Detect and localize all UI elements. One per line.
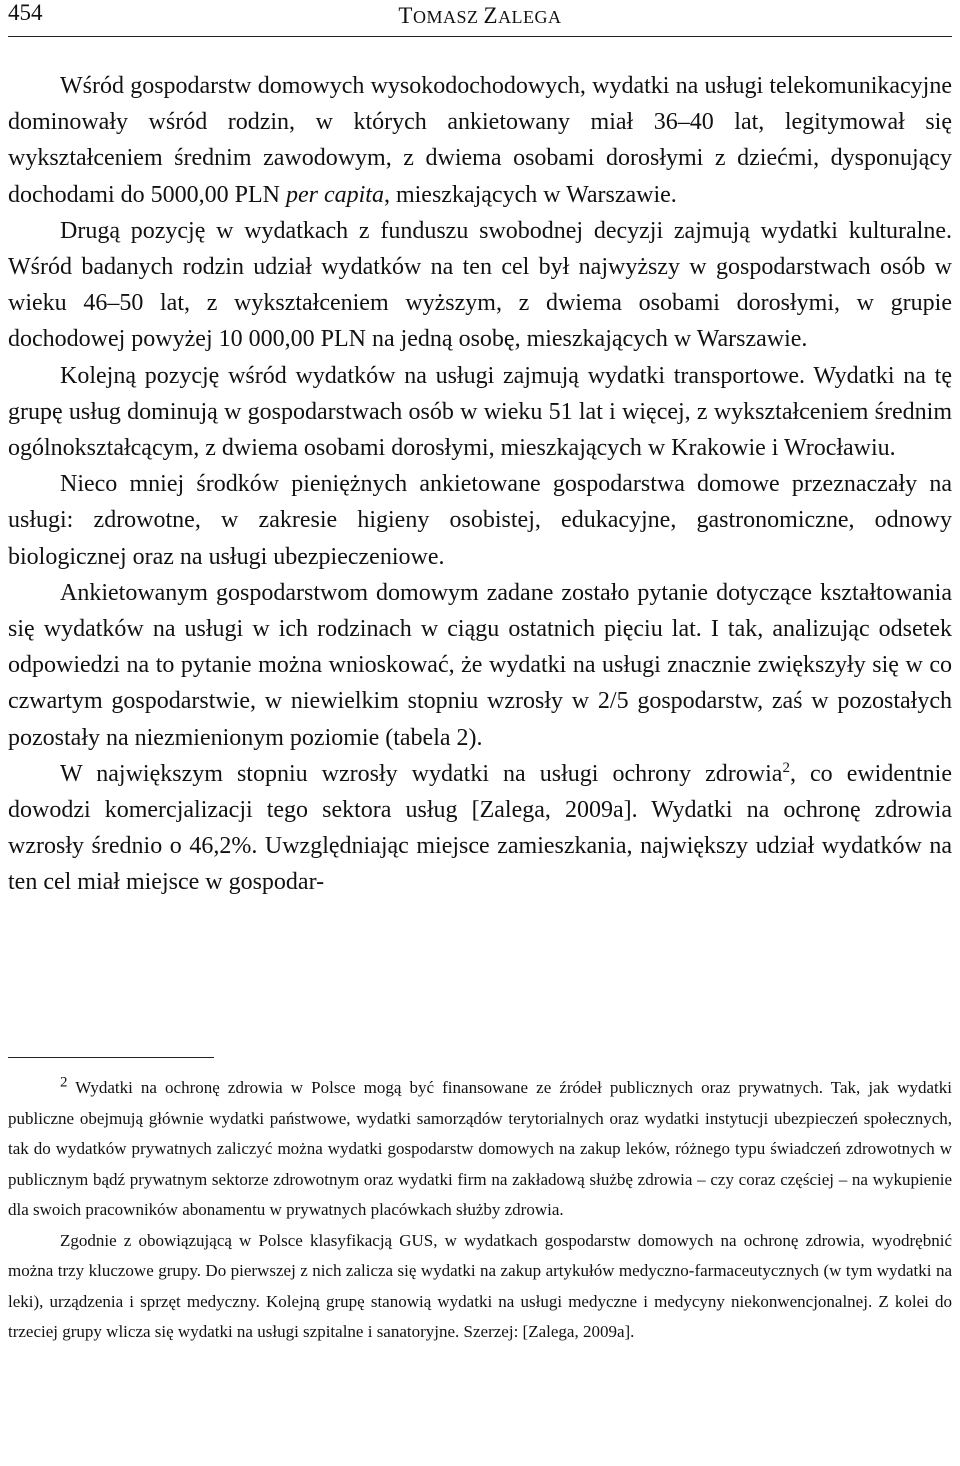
running-head-author — [8, 3, 952, 29]
footnote-divider — [8, 1057, 214, 1058]
footnote-text-1: Wydatki na ochronę zdrowia w Polsce mogą być finansowane ze źródeł publicznych oraz prywatnych. Tak, jak wydatki publiczne obejmują głównie wydatki państwowe, wydatki samorządów terytorialnych oraz wydatki instytucji ubezpieczeń społecznych, tak do wydatków prywatnych zaliczyć można wydatki gospodarstw domowych na zakup leków, różnego typu świadczeń zdrowotnych w publicznym bądź prywatnym sektorze zdrowotnym oraz wydatki firm na zakładową służbę zdrowia – czy coraz częściej – na wykupienie dla swoich pracowników abonamentu w prywatnych placówkach służby zdrowia. — [8, 1078, 952, 1219]
footnotes — [8, 1073, 952, 1348]
footnote-2-continued: Zgodnie z obowiązującą w Polsce klasyfikacją GUS, w wydatkach gospodarstw domowych na ochronę zdrowia, wyodrębnić można trzy kluczowe grupy. Do pierwszej z nich zalicza się wydatki na zakup artykułów medyczno-farmaceutycznych (w tym wydatki na leki), urządzenia i sprzęt medyczny. Kolejną grupę stanowią wydatki na usługi medyczne i medycyny niekonwencjonalnej. Z kolei do trzeciej grupy wlicza się wydatki na usługi szpitalne i sanatoryjne. Szerzej: [Zalega, 2009a]. — [8, 1230, 952, 1341]
author-rest-1: OMASZ — [412, 7, 484, 27]
paragraph-6-text-b: , co ewidentnie dowodzi komercjalizacji tego sektora usług [Zalega, 2009a]. Wydatki na ochronę zdrowia wzrosły średnio o 46,2%. Uwzględniając miejsce zamieszkania, największy udział wydatków na ten cel miał miejsce w gospodar- — [8, 760, 952, 896]
footnote-ref: 2 — [782, 759, 790, 776]
paragraph-6 — [8, 756, 952, 901]
paragraph-5: Ankietowanym gospodarstwom domowym zadane zostało pytanie dotyczące kształtowania się wydatków na usługi w ich rodzinach w ciągu ostatnich pięciu lat. I tak, analizując odsetek odpowiedzi na to pytanie można wnioskować, że wydatki na usługi znacznie zwiększyły się w co czwartym gospodarstwie, w niewielkim stopniu wzrosły w 2/5 gospodarstw, zaś w pozostałych pozostały na niezmienionym poziomie (tabela 2). — [8, 579, 952, 751]
paragraph-1-italic: per capita — [285, 181, 384, 208]
paragraph-1 — [8, 68, 952, 213]
author-rest-2: ALEGA — [498, 7, 562, 27]
page-header — [8, 0, 952, 37]
author-initial-1: T — [398, 3, 413, 28]
paragraph-1-text-a: Wśród gospodarstw domowych wysokodochodowych, wydatki na usługi telekomunikacyjne dominowały wśród rodzin, w których ankietowany miał 36–40 lat, legitymował się wykształceniem średnim zawodowym, z dwiema osobami dorosłymi z dziećmi, dysponujący dochodami do 5000,00 PLN — [8, 73, 952, 208]
footnote-number: 2 — [60, 1074, 68, 1091]
paragraph-3: Kolejną pozycję wśród wydatków na usługi zajmują wydatki transportowe. Wydatki na tę grupę usług dominują w gospodarstwach osób w wieku 51 lat i więcej, z wykształceniem średnim ogólnokształcącym, z dwiema osobami dorosłymi, mieszkających w Krakowie i Wrocławiu. — [8, 362, 952, 462]
paragraph-2: Drugą pozycję w wydatkach z funduszu swobodnej decyzji zajmują wydatki kulturalne. Wśród badanych rodzin udział wydatków na ten cel był najwyższy w gospodarstwach osób w wieku 46–50 lat, z wykształceniem wyższym, z dwiema osobami dorosłymi, w grupie dochodowej powyżej 10 000,00 PLN na jedną osobę, mieszkających w Warszawie. — [8, 217, 952, 353]
footnote-2 — [8, 1073, 952, 1226]
paragraph-1-text-b: , mieszkających w Warszawie. — [383, 181, 677, 208]
body-text — [8, 68, 952, 901]
paragraph-6-text-a: W największym stopniu wzrosły wydatki na usługi ochrony zdrowia — [60, 760, 783, 787]
page-number: 454 — [8, 0, 43, 25]
author-initial-2: Z — [483, 3, 499, 28]
paragraph-4: Nieco mniej środków pieniężnych ankietowane gospodarstwa domowe przeznaczały na usługi: zdrowotne, w zakresie higieny osobistej, edukacyjne, gastronomiczne, odnowy biologicznej oraz na usługi ubezpieczeniowe. — [8, 471, 952, 570]
